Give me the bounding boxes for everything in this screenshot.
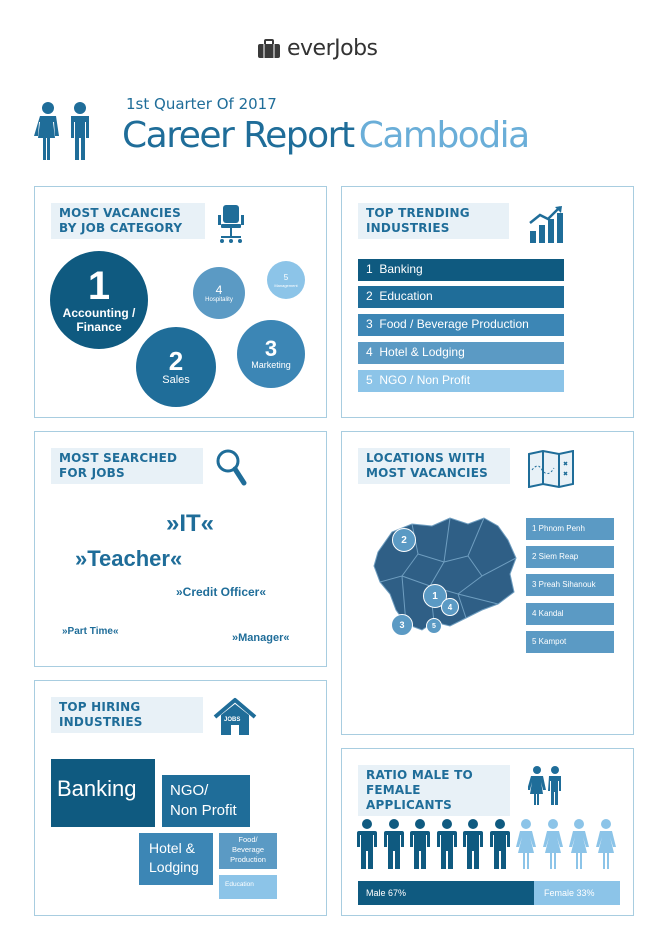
trending-panel: [341, 186, 634, 418]
searched-title: MOST SEARCHED FOR JOBS: [51, 448, 203, 484]
vacancy-bubble-3: [237, 320, 305, 388]
locations-title: LOCATIONS WITH MOST VACANCIES: [358, 448, 510, 484]
hiring-tile-education: Education: [219, 875, 277, 899]
trending-rank: 4: [366, 345, 373, 359]
trending-rank: 2: [366, 289, 373, 303]
hiring-title: TOP HIRING INDUSTRIES: [51, 697, 203, 733]
report-title-main: Career Report: [122, 115, 354, 156]
map-marker-2: [392, 528, 416, 552]
location-item-3: 3 Preah Sihanouk: [526, 574, 614, 596]
location-item-2: 2 Siem Reap: [526, 546, 614, 568]
map-marker-4: [441, 598, 459, 616]
search-term-credit-officer: »Credit Officer«: [176, 585, 267, 599]
vacancy-label: Management: [274, 282, 298, 288]
vacancies-panel: [34, 186, 327, 418]
vacancy-label: Sales: [162, 374, 190, 386]
report-quarter: 1st Quarter Of 2017: [126, 95, 277, 113]
bar-chart-icon: [528, 205, 564, 243]
ratio-panel: [341, 748, 634, 916]
male-female-icon: [528, 765, 564, 805]
trending-item-1: [358, 259, 564, 281]
applicants-figure-row: [356, 819, 622, 871]
map-marker-5: [426, 618, 442, 634]
businesspeople-icon: [34, 100, 98, 162]
search-term-part-time: »Part Time«: [62, 626, 119, 637]
vacancy-rank: 3: [264, 336, 278, 361]
trending-rank: 3: [366, 317, 373, 331]
vacancy-label: Hospitality: [205, 297, 233, 303]
ratio-bar: [358, 881, 620, 905]
trending-label: Banking: [379, 262, 423, 276]
male-figure-icon: [436, 819, 458, 869]
vacancy-bubble-2: [136, 327, 216, 407]
vacancy-label: Accounting / Finance: [62, 306, 136, 334]
report-title-country: Cambodia: [358, 115, 529, 156]
map-marker-label: 5: [432, 622, 436, 630]
search-term-it: »IT«: [166, 510, 215, 537]
male-figure-icon: [356, 819, 378, 869]
brand-logo: [257, 36, 417, 64]
jobs-icon-label: JOBS: [224, 717, 241, 723]
search-term-teacher: »Teacher«: [75, 546, 183, 571]
vacancy-rank: 2: [168, 346, 184, 376]
female-figure-icon: [542, 819, 564, 869]
vacancies-title: MOST VACANCIES BY JOB CATEGORY: [51, 203, 205, 239]
trending-item-3: [358, 314, 564, 336]
map-marker-label: 1: [432, 590, 438, 602]
male-ratio-label: Male 67%: [366, 888, 407, 898]
male-figure-icon: [489, 819, 511, 869]
male-figure-icon: [409, 819, 431, 869]
magnifier-icon: [215, 448, 247, 488]
trending-rank: 1: [366, 262, 373, 276]
trending-item-5: [358, 370, 564, 392]
trending-rank: 5: [366, 373, 373, 387]
map-marker-label: 3: [399, 620, 405, 630]
folded-map-icon: [528, 450, 574, 488]
hiring-panel: [34, 680, 327, 916]
vacancy-bubble-1: [50, 251, 148, 349]
map-marker-label: 4: [447, 602, 453, 612]
vacancy-label: Marketing: [251, 360, 291, 370]
searched-panel: [34, 431, 327, 667]
vacancy-bubble-5: [267, 261, 305, 299]
ratio-title: RATIO MALE TO FEMALE APPLICANTS: [358, 765, 510, 816]
brand-name: everJobs: [287, 36, 378, 61]
vacancy-rank: 5: [283, 272, 289, 282]
location-item-5: 5 Kampot: [526, 631, 614, 653]
briefcase-icon: [257, 39, 281, 59]
map-marker-label: 2: [401, 534, 407, 546]
location-item-1: 1 Phnom Penh: [526, 518, 614, 540]
location-item-4: 4 Kandal: [526, 603, 614, 625]
trending-label: Education: [379, 289, 433, 303]
vacancy-rank: 1: [87, 264, 111, 308]
hiring-tile-ngo: NGO/ Non Profit: [162, 775, 250, 827]
hiring-tile-food: Food/ Beverage Production: [219, 833, 277, 869]
report-title: [122, 115, 529, 156]
hiring-tile-banking: Banking: [51, 759, 155, 827]
vacancy-rank: 4: [215, 283, 223, 297]
male-figure-icon: [383, 819, 405, 869]
trending-label: NGO / Non Profit: [379, 373, 471, 387]
hiring-tile-hotel: Hotel & Lodging: [139, 833, 213, 885]
map-marker-3: [391, 614, 413, 636]
search-term-manager: »Manager«: [232, 632, 290, 644]
trending-item-4: [358, 342, 564, 364]
female-figure-icon: [568, 819, 590, 869]
trending-item-2: [358, 286, 564, 308]
female-figure-icon: [595, 819, 617, 869]
trending-label: Food / Beverage Production: [379, 317, 529, 331]
female-ratio-label: Female 33%: [544, 888, 595, 898]
vacancy-bubble-4: [193, 267, 245, 319]
locations-panel: [341, 431, 634, 735]
office-chair-icon: [215, 205, 247, 245]
male-figure-icon: [462, 819, 484, 869]
female-figure-icon: [515, 819, 537, 869]
trending-title: TOP TRENDING INDUSTRIES: [358, 203, 509, 239]
trending-label: Hotel & Lodging: [379, 345, 465, 359]
